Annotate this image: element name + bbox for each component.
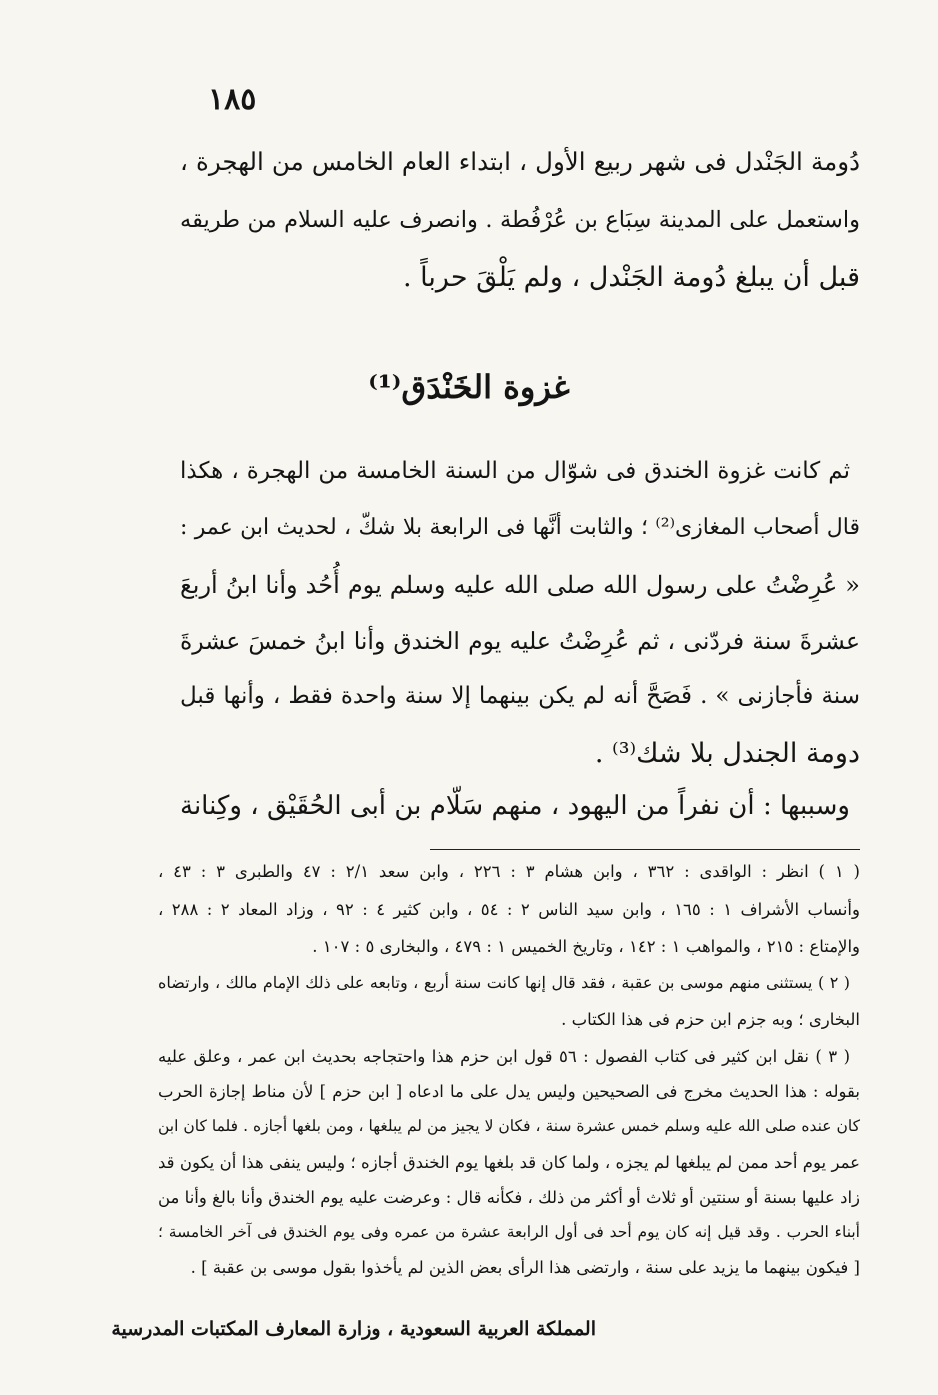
footnote-line: عمر يوم أحد ممن لم يبلغها لم يجزه ، ولما كان قد بلغها يوم الخندق أجازه ؛ وليس ينفى هذا أن يكون قد xyxy=(158,1153,860,1172)
publisher-footer: المملكة العربية السعودية ، وزارة المعارف المكتبات المدرسية xyxy=(111,1318,596,1340)
page-number: ١٨٥ xyxy=(208,82,257,117)
footnote-line: البخارى ؛ وبه جزم ابن حزم فى هذا الكتاب . xyxy=(561,1010,860,1029)
body-line: دومة الجندل بلا شك⁽³⁾ . xyxy=(594,738,860,769)
intro-line: دُومة الجَنْدل فى شهر ربيع الأول ، ابتداء العام الخامس من الهجرة ، xyxy=(180,147,860,176)
footnote-line: ( ١ ) انظر : الواقدى : ٣٦٢ ، وابن هشام ٣ : ٢٢٦ ، وابن سعد ٢/١ : ٤٧ والطبرى ٣ : ٤٣ ، xyxy=(158,862,860,881)
body-line: قال أصحاب المغازى⁽²⁾ ؛ والثابت أنَّها فى الرابعة بلا شكّ ، لحديث ابن عمر : xyxy=(180,515,861,540)
body-line: « عُرِضْتُ على رسول الله صلى الله عليه وسلم يوم أُحُد وأنا ابنُ أربعَ xyxy=(180,571,860,599)
footnote-line: والإمتاع : ٢١٥ ، والمواهب ١ : ١٤٢ ، وتاريخ الخميس ١ : ٤٧٩ ، والبخارى ٥ : ١٠٧ . xyxy=(312,937,860,956)
footnote-line: ( ٣ ) نقل ابن كثير فى كتاب الفصول : ٥٦ قول ابن حزم هذا واحتجاجه بحديث ابن عمر ، وعلق عليه xyxy=(158,1047,851,1066)
section-heading: غزوة الخَنْدَق⁽¹⁾ xyxy=(368,368,570,406)
footnote-divider xyxy=(0,849,938,851)
intro-line: قبل أن يبلغ دُومة الجَنْدل ، ولم يَلْقَ حرباً . xyxy=(403,262,860,293)
body-line: عشرةَ سنة فردّنى ، ثم عُرِضْتُ عليه يوم الخندق وأنا ابنُ خمسَ عشرةَ xyxy=(180,627,860,655)
footnote-line: بقوله : هذا الحديث مخرج فى الصحيحين وليس يدل على ما ادعاه [ ابن حزم ] لأن مناط إجازة الحرب xyxy=(158,1082,860,1101)
footnote-line: أبناء الحرب . وقد قيل إنه كان يوم أحد فى أول الرابعة عشرة من عمره وفى يوم الخندق فى آخر الخامسة ؛ xyxy=(158,1223,860,1241)
footnote-line: [ فيكون بينهما ما يزيد على سنة ، وارتضى هذا الرأى بعض الذين لم يأخذوا بقول موسى بن عقبة ] . xyxy=(190,1258,860,1277)
footnote-line: ( ٢ ) يستثنى منهم موسى بن عقبة ، فقد قال إنها كانت سنة أربع ، وتابعه على ذلك الإمام مالك ، وارتضاه xyxy=(158,973,850,992)
body-line: ثم كانت غزوة الخندق فى شوّال من السنة الخامسة من الهجرة ، هكذا xyxy=(180,458,850,484)
body-line: سنة فأجازنى » . فَصَحَّ أنه لم يكن بينهما إلا سنة واحدة فقط ، وأنها قبل xyxy=(180,683,860,709)
body-line: وسببها : أن نفراً من اليهود ، منهم سَلّام بن أبى الحُقَيْق ، وكِنانة xyxy=(180,791,850,821)
intro-line: واستعمل على المدينة سِبَاع بن عُرْفُطة . وانصرف عليه السلام من طريقه xyxy=(180,207,860,233)
footnote-line: وأنساب الأشراف ١ : ١٦٥ ، وابن سيد الناس ٢ : ٥٤ ، وابن كثير ٤ : ٩٢ ، وزاد المعاد ٢ : ٢٨٨ ، xyxy=(158,900,860,919)
footnote-line: زاد عليها بسنة أو سنتين أو ثلاث أو أكثر من ذلك ، فكأنه قال : وعرضت عليه يوم الخندق وأنا بالغ وأنا من xyxy=(158,1188,860,1207)
footnote-line: كان عنده صلى الله عليه وسلم خمس عشرة سنة ، فكان لا يجيز من لم يبلغها ، ومن بلغها أجازه . فلما كان ابن xyxy=(158,1117,860,1135)
